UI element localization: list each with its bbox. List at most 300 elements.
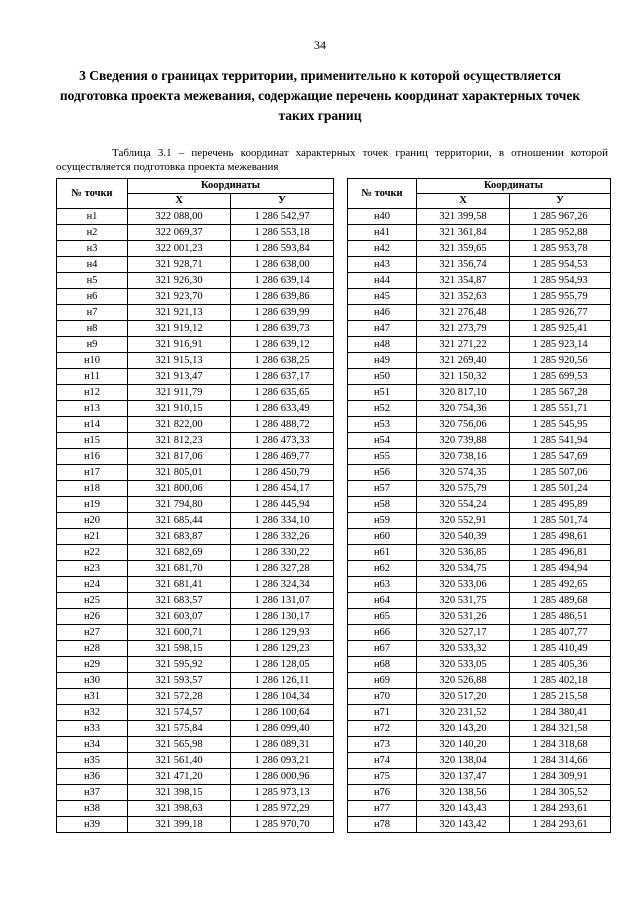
y-coordinate-cell: 1 285 923,14: [510, 337, 611, 353]
point-number-cell: н3: [57, 241, 128, 257]
table-row: [348, 449, 611, 465]
x-coordinate-cell: 321 794,80: [128, 497, 231, 513]
table-row: [57, 673, 334, 689]
x-coordinate-cell: 322 001,23: [128, 241, 231, 257]
table-row: [348, 545, 611, 561]
x-coordinate-cell: 322 069,37: [128, 225, 231, 241]
point-number-cell: н55: [348, 449, 417, 465]
point-number-cell: н7: [57, 305, 128, 321]
table-row: [57, 305, 334, 321]
y-coordinate-cell: 1 286 469,77: [231, 449, 334, 465]
point-number-cell: н28: [57, 641, 128, 657]
y-coordinate-cell: 1 286 454,17: [231, 481, 334, 497]
x-coordinate-cell: 321 399,58: [417, 209, 510, 225]
y-coordinate-cell: 1 286 100,64: [231, 705, 334, 721]
x-coordinate-cell: 321 269,40: [417, 353, 510, 369]
y-coordinate-cell: 1 285 954,93: [510, 273, 611, 289]
table-row: [57, 689, 334, 705]
point-number-cell: н58: [348, 497, 417, 513]
table-row: [348, 497, 611, 513]
point-number-cell: н40: [348, 209, 417, 225]
y-coordinate-cell: 1 284 293,61: [510, 801, 611, 817]
x-coordinate-cell: 321 685,44: [128, 513, 231, 529]
y-coordinate-cell: 1 285 496,81: [510, 545, 611, 561]
y-coordinate-cell: 1 284 309,91: [510, 769, 611, 785]
point-number-cell: н17: [57, 465, 128, 481]
y-coordinate-cell: 1 286 639,86: [231, 289, 334, 305]
point-number-cell: н15: [57, 433, 128, 449]
y-coordinate-cell: 1 286 639,99: [231, 305, 334, 321]
table-row: [57, 417, 334, 433]
x-coordinate-cell: 320 552,91: [417, 513, 510, 529]
y-coordinate-cell: 1 286 129,93: [231, 625, 334, 641]
point-number-cell: н65: [348, 609, 417, 625]
table-row: [57, 593, 334, 609]
table-row: [348, 817, 611, 833]
table-row: [57, 497, 334, 513]
table-row: [348, 577, 611, 593]
x-coordinate-cell: 320 817,10: [417, 385, 510, 401]
x-coordinate-cell: 320 143,43: [417, 801, 510, 817]
x-coordinate-cell: 321 574,57: [128, 705, 231, 721]
point-number-cell: н25: [57, 593, 128, 609]
table-row: [57, 609, 334, 625]
table-caption: Таблица 3.1 – перечень координат характерных точек границ территории, в отношении которой осуществляется подготовка проекта межевания: [56, 147, 608, 173]
point-number-cell: н1: [57, 209, 128, 225]
y-coordinate-cell: 1 286 542,97: [231, 209, 334, 225]
x-coordinate-cell: 321 683,87: [128, 529, 231, 545]
point-number-cell: н8: [57, 321, 128, 337]
point-number-cell: н78: [348, 817, 417, 833]
y-coordinate-cell: 1 286 324,34: [231, 577, 334, 593]
table-row: [348, 641, 611, 657]
x-coordinate-cell: 320 754,36: [417, 401, 510, 417]
point-number-cell: н57: [348, 481, 417, 497]
point-number-cell: н53: [348, 417, 417, 433]
x-coordinate-cell: 321 683,57: [128, 593, 231, 609]
point-number-cell: н69: [348, 673, 417, 689]
x-coordinate-cell: 321 398,63: [128, 801, 231, 817]
point-number-cell: н48: [348, 337, 417, 353]
x-coordinate-cell: 321 919,12: [128, 321, 231, 337]
point-number-cell: н61: [348, 545, 417, 561]
x-coordinate-cell: 321 354,87: [417, 273, 510, 289]
y-coordinate-cell: 1 286 129,23: [231, 641, 334, 657]
y-coordinate-cell: 1 284 305,52: [510, 785, 611, 801]
y-coordinate-cell: 1 285 547,69: [510, 449, 611, 465]
point-number-cell: н27: [57, 625, 128, 641]
y-coordinate-cell: 1 286 473,33: [231, 433, 334, 449]
table-row: [57, 449, 334, 465]
x-coordinate-cell: 321 595,92: [128, 657, 231, 673]
x-coordinate-cell: 320 738,16: [417, 449, 510, 465]
x-coordinate-cell: 321 913,47: [128, 369, 231, 385]
table-row: [57, 513, 334, 529]
x-coordinate-cell: 320 536,85: [417, 545, 510, 561]
table-row: [57, 561, 334, 577]
table-row: [57, 545, 334, 561]
y-coordinate-cell: 1 286 637,17: [231, 369, 334, 385]
point-number-cell: н21: [57, 529, 128, 545]
x-coordinate-cell: 321 359,65: [417, 241, 510, 257]
table-row: [57, 225, 334, 241]
section-heading: 3 Сведения о границах территории, применительно к которой осуществляется подготовка проекта межевания, содержащие перечень координат характерных точек таких границ: [59, 68, 581, 123]
table-row: [348, 593, 611, 609]
table-row: [348, 385, 611, 401]
point-number-cell: н41: [348, 225, 417, 241]
table-row: [348, 417, 611, 433]
point-number-cell: н46: [348, 305, 417, 321]
x-coordinate-cell: 321 572,28: [128, 689, 231, 705]
point-number-cell: н71: [348, 705, 417, 721]
y-coordinate-cell: 1 285 486,51: [510, 609, 611, 625]
table-row: [57, 289, 334, 305]
table-row: [348, 673, 611, 689]
y-coordinate-cell: 1 284 318,68: [510, 737, 611, 753]
point-number-cell: н56: [348, 465, 417, 481]
table-row: [348, 657, 611, 673]
point-number-cell: н5: [57, 273, 128, 289]
x-coordinate-cell: 321 575,84: [128, 721, 231, 737]
x-coordinate-cell: 320 138,04: [417, 753, 510, 769]
y-coordinate-cell: 1 286 093,21: [231, 753, 334, 769]
point-number-cell: н62: [348, 561, 417, 577]
x-coordinate-cell: 321 800,06: [128, 481, 231, 497]
y-coordinate-cell: 1 286 332,26: [231, 529, 334, 545]
table-row: [57, 785, 334, 801]
y-coordinate-cell: 1 286 131,07: [231, 593, 334, 609]
point-number-cell: н70: [348, 689, 417, 705]
x-coordinate-cell: 321 471,20: [128, 769, 231, 785]
y-coordinate-cell: 1 286 553,18: [231, 225, 334, 241]
point-number-cell: н75: [348, 769, 417, 785]
x-coordinate-cell: 320 739,88: [417, 433, 510, 449]
table-row: [57, 337, 334, 353]
table-row: [348, 353, 611, 369]
y-coordinate-cell: 1 286 450,79: [231, 465, 334, 481]
x-coordinate-cell: 321 923,70: [128, 289, 231, 305]
x-coordinate-cell: 321 681,70: [128, 561, 231, 577]
y-coordinate-cell: 1 285 973,13: [231, 785, 334, 801]
y-coordinate-cell: 1 285 489,68: [510, 593, 611, 609]
x-coordinate-cell: 320 140,20: [417, 737, 510, 753]
x-coordinate-cell: 320 533,06: [417, 577, 510, 593]
x-coordinate-cell: 320 526,88: [417, 673, 510, 689]
table-row: [348, 305, 611, 321]
table-row: [57, 657, 334, 673]
y-coordinate-cell: 1 285 970,70: [231, 817, 334, 833]
x-coordinate-cell: 321 398,15: [128, 785, 231, 801]
point-number-cell: н68: [348, 657, 417, 673]
x-coordinate-cell: 321 361,84: [417, 225, 510, 241]
table-row: [57, 529, 334, 545]
table-body-right: [348, 209, 611, 833]
table-row: [57, 625, 334, 641]
x-coordinate-cell: 321 915,13: [128, 353, 231, 369]
y-coordinate-cell: 1 285 953,78: [510, 241, 611, 257]
point-number-cell: н31: [57, 689, 128, 705]
x-coordinate-cell: 320 540,39: [417, 529, 510, 545]
table-row: [348, 529, 611, 545]
point-number-cell: н23: [57, 561, 128, 577]
x-coordinate-cell: 321 681,41: [128, 577, 231, 593]
y-coordinate-cell: 1 285 215,58: [510, 689, 611, 705]
point-number-cell: н4: [57, 257, 128, 273]
y-coordinate-cell: 1 286 593,84: [231, 241, 334, 257]
point-number-cell: н76: [348, 785, 417, 801]
point-number-cell: н36: [57, 769, 128, 785]
point-number-cell: н33: [57, 721, 128, 737]
point-number-cell: н2: [57, 225, 128, 241]
table-row: [348, 737, 611, 753]
x-coordinate-cell: 321 603,07: [128, 609, 231, 625]
point-number-cell: н20: [57, 513, 128, 529]
x-coordinate-cell: 321 352,63: [417, 289, 510, 305]
point-number-cell: н18: [57, 481, 128, 497]
x-coordinate-cell: 321 271,22: [417, 337, 510, 353]
x-coordinate-cell: 320 534,75: [417, 561, 510, 577]
table-row: [348, 481, 611, 497]
table-row: [348, 689, 611, 705]
table-row: [348, 273, 611, 289]
y-coordinate-cell: 1 285 954,53: [510, 257, 611, 273]
y-coordinate-cell: 1 285 972,29: [231, 801, 334, 817]
x-coordinate-cell: 321 926,30: [128, 273, 231, 289]
y-coordinate-cell: 1 285 495,89: [510, 497, 611, 513]
x-coordinate-cell: 320 531,26: [417, 609, 510, 625]
point-number-cell: н47: [348, 321, 417, 337]
y-coordinate-cell: 1 286 488,72: [231, 417, 334, 433]
y-coordinate-cell: 1 286 126,11: [231, 673, 334, 689]
point-number-cell: н12: [57, 385, 128, 401]
header-x: Х: [128, 194, 231, 209]
point-number-cell: н64: [348, 593, 417, 609]
point-number-cell: н26: [57, 609, 128, 625]
y-coordinate-cell: 1 285 699,53: [510, 369, 611, 385]
x-coordinate-cell: 320 138,56: [417, 785, 510, 801]
point-number-cell: н60: [348, 529, 417, 545]
y-coordinate-cell: 1 286 327,28: [231, 561, 334, 577]
y-coordinate-cell: 1 286 099,40: [231, 721, 334, 737]
coordinates-table-right: [347, 178, 611, 833]
table-row: [57, 353, 334, 369]
x-coordinate-cell: 321 356,74: [417, 257, 510, 273]
y-coordinate-cell: 1 285 492,65: [510, 577, 611, 593]
point-number-cell: н72: [348, 721, 417, 737]
y-coordinate-cell: 1 286 128,05: [231, 657, 334, 673]
table-body-left: [57, 209, 334, 833]
table-row: [348, 369, 611, 385]
y-coordinate-cell: 1 284 321,58: [510, 721, 611, 737]
x-coordinate-cell: 321 273,79: [417, 321, 510, 337]
header-y: У: [231, 194, 334, 209]
point-number-cell: н10: [57, 353, 128, 369]
header-coordinates: Координаты: [417, 179, 611, 194]
x-coordinate-cell: 320 554,24: [417, 497, 510, 513]
y-coordinate-cell: 1 286 638,25: [231, 353, 334, 369]
table-row: [348, 337, 611, 353]
y-coordinate-cell: 1 286 635,65: [231, 385, 334, 401]
table-row: [348, 433, 611, 449]
point-number-cell: н77: [348, 801, 417, 817]
x-coordinate-cell: 320 531,75: [417, 593, 510, 609]
table-row: [57, 481, 334, 497]
y-coordinate-cell: 1 286 639,73: [231, 321, 334, 337]
y-coordinate-cell: 1 285 567,28: [510, 385, 611, 401]
point-number-cell: н38: [57, 801, 128, 817]
x-coordinate-cell: 321 565,98: [128, 737, 231, 753]
table-row: [348, 753, 611, 769]
point-number-cell: н43: [348, 257, 417, 273]
y-coordinate-cell: 1 286 639,14: [231, 273, 334, 289]
point-number-cell: н32: [57, 705, 128, 721]
table-row: [348, 241, 611, 257]
x-coordinate-cell: 321 812,23: [128, 433, 231, 449]
y-coordinate-cell: 1 285 494,94: [510, 561, 611, 577]
y-coordinate-cell: 1 285 920,56: [510, 353, 611, 369]
page-number: 34: [314, 38, 326, 52]
point-number-cell: н39: [57, 817, 128, 833]
point-number-cell: н14: [57, 417, 128, 433]
y-coordinate-cell: 1 285 551,71: [510, 401, 611, 417]
x-coordinate-cell: 321 910,15: [128, 401, 231, 417]
x-coordinate-cell: 320 533,05: [417, 657, 510, 673]
y-coordinate-cell: 1 284 314,66: [510, 753, 611, 769]
table-row: [57, 209, 334, 225]
point-number-cell: н6: [57, 289, 128, 305]
x-coordinate-cell: 321 150,32: [417, 369, 510, 385]
point-number-cell: н42: [348, 241, 417, 257]
table-row: [57, 737, 334, 753]
x-coordinate-cell: 321 817,06: [128, 449, 231, 465]
y-coordinate-cell: 1 286 638,00: [231, 257, 334, 273]
y-coordinate-cell: 1 286 000,96: [231, 769, 334, 785]
table-row: [57, 465, 334, 481]
y-coordinate-cell: 1 285 407,77: [510, 625, 611, 641]
point-number-cell: н52: [348, 401, 417, 417]
point-number-cell: н35: [57, 753, 128, 769]
x-coordinate-cell: 320 143,42: [417, 817, 510, 833]
point-number-cell: н29: [57, 657, 128, 673]
table-row: [348, 785, 611, 801]
y-coordinate-cell: 1 285 545,95: [510, 417, 611, 433]
table-row: [348, 705, 611, 721]
point-number-cell: н73: [348, 737, 417, 753]
point-number-cell: н19: [57, 497, 128, 513]
point-number-cell: н54: [348, 433, 417, 449]
table-row: [57, 753, 334, 769]
x-coordinate-cell: 321 598,15: [128, 641, 231, 657]
x-coordinate-cell: 320 756,06: [417, 417, 510, 433]
y-coordinate-cell: 1 285 402,18: [510, 673, 611, 689]
table-row: [348, 209, 611, 225]
table-row: [57, 241, 334, 257]
y-coordinate-cell: 1 286 334,10: [231, 513, 334, 529]
point-number-cell: н9: [57, 337, 128, 353]
y-coordinate-cell: 1 285 541,94: [510, 433, 611, 449]
table-row: [348, 561, 611, 577]
point-number-cell: н74: [348, 753, 417, 769]
point-number-cell: н63: [348, 577, 417, 593]
x-coordinate-cell: 320 231,52: [417, 705, 510, 721]
table-row: [57, 641, 334, 657]
point-number-cell: н24: [57, 577, 128, 593]
point-number-cell: н13: [57, 401, 128, 417]
point-number-cell: н16: [57, 449, 128, 465]
x-coordinate-cell: 321 399,18: [128, 817, 231, 833]
x-coordinate-cell: 320 575,79: [417, 481, 510, 497]
table-row: [348, 721, 611, 737]
coordinates-table-left: [56, 178, 334, 833]
y-coordinate-cell: 1 285 501,24: [510, 481, 611, 497]
table-row: [348, 257, 611, 273]
header-coordinates: Координаты: [128, 179, 334, 194]
y-coordinate-cell: 1 285 967,26: [510, 209, 611, 225]
table-row: [57, 801, 334, 817]
x-coordinate-cell: 322 088,00: [128, 209, 231, 225]
table-row: [348, 289, 611, 305]
point-number-cell: н49: [348, 353, 417, 369]
point-number-cell: н45: [348, 289, 417, 305]
x-coordinate-cell: 321 593,57: [128, 673, 231, 689]
header-point-number: № точки: [348, 179, 417, 209]
table-row: [348, 401, 611, 417]
point-number-cell: н11: [57, 369, 128, 385]
y-coordinate-cell: 1 285 926,77: [510, 305, 611, 321]
y-coordinate-cell: 1 285 952,88: [510, 225, 611, 241]
y-coordinate-cell: 1 284 380,41: [510, 705, 611, 721]
point-number-cell: н51: [348, 385, 417, 401]
table-row: [57, 273, 334, 289]
table-row: [348, 321, 611, 337]
point-number-cell: н34: [57, 737, 128, 753]
y-coordinate-cell: 1 286 633,49: [231, 401, 334, 417]
y-coordinate-cell: 1 286 639,12: [231, 337, 334, 353]
y-coordinate-cell: 1 284 293,61: [510, 817, 611, 833]
header-y: У: [510, 194, 611, 209]
table-row: [348, 769, 611, 785]
header-x: Х: [417, 194, 510, 209]
x-coordinate-cell: 321 822,00: [128, 417, 231, 433]
table-row: [57, 705, 334, 721]
table-row: [348, 225, 611, 241]
point-number-cell: н67: [348, 641, 417, 657]
x-coordinate-cell: 321 805,01: [128, 465, 231, 481]
x-coordinate-cell: 321 911,79: [128, 385, 231, 401]
y-coordinate-cell: 1 285 501,74: [510, 513, 611, 529]
table-row: [348, 625, 611, 641]
x-coordinate-cell: 320 527,17: [417, 625, 510, 641]
x-coordinate-cell: 321 682,69: [128, 545, 231, 561]
y-coordinate-cell: 1 285 507,06: [510, 465, 611, 481]
y-coordinate-cell: 1 285 405,36: [510, 657, 611, 673]
table-row: [348, 609, 611, 625]
x-coordinate-cell: 320 137,47: [417, 769, 510, 785]
table-row: [348, 513, 611, 529]
table-row: [57, 257, 334, 273]
x-coordinate-cell: 320 533,32: [417, 641, 510, 657]
y-coordinate-cell: 1 286 330,22: [231, 545, 334, 561]
x-coordinate-cell: 321 276,48: [417, 305, 510, 321]
point-number-cell: н37: [57, 785, 128, 801]
table-row: [57, 321, 334, 337]
y-coordinate-cell: 1 285 955,79: [510, 289, 611, 305]
table-row: [57, 385, 334, 401]
point-number-cell: н22: [57, 545, 128, 561]
y-coordinate-cell: 1 286 089,31: [231, 737, 334, 753]
point-number-cell: н44: [348, 273, 417, 289]
x-coordinate-cell: 320 517,20: [417, 689, 510, 705]
